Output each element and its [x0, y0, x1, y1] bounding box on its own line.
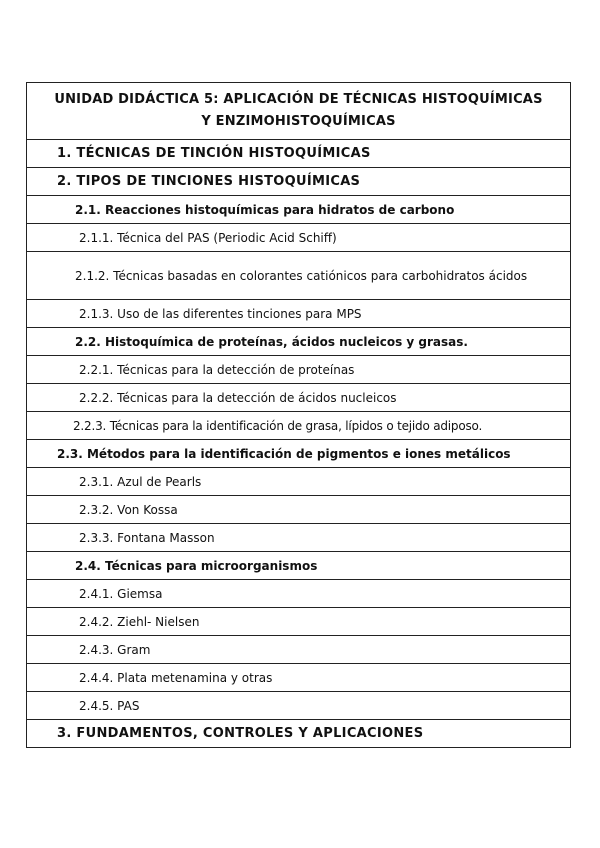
table-row	[27, 252, 571, 300]
section-2-2-2: 2.2.2. Técnicas para la detección de ácidos nucleicos	[27, 384, 571, 412]
section-3: 3. FUNDAMENTOS, CONTROLES Y APLICACIONES	[27, 720, 571, 748]
unit-title-line1: UNIDAD DIDÁCTICA 5: APLICACIÓN DE TÉCNICAS HISTOQUÍMICAS	[54, 92, 543, 107]
section-2-2: 2.2. Histoquímica de proteínas, ácidos nucleicos y grasas.	[27, 328, 571, 356]
section-2-3-3: 2.3.3. Fontana Masson	[27, 524, 571, 552]
section-2-3-1: 2.3.1. Azul de Pearls	[27, 468, 571, 496]
section-2-1-3: 2.1.3. Uso de las diferentes tinciones para MPS	[27, 300, 571, 328]
section-2-4-2: 2.4.2. Ziehl- Nielsen	[27, 608, 571, 636]
table-of-contents	[26, 82, 571, 748]
table-row	[27, 580, 571, 608]
table-row	[27, 140, 571, 168]
table-row	[27, 356, 571, 384]
table-row	[27, 440, 571, 468]
section-2-1-2: 2.1.2. Técnicas basadas en colorantes catiónicos para carbohidratos ácidos	[27, 252, 571, 300]
section-2-2-1: 2.2.1. Técnicas para la detección de proteínas	[27, 356, 571, 384]
unit-title	[27, 83, 571, 140]
table-row	[27, 168, 571, 196]
section-2-2-3: 2.2.3. Técnicas para la identificación de grasa, lípidos o tejido adiposo.	[27, 412, 571, 440]
section-2-1: 2.1. Reacciones histoquímicas para hidratos de carbono	[27, 196, 571, 224]
table-row	[27, 496, 571, 524]
section-2-4-4: 2.4.4. Plata metenamina y otras	[27, 664, 571, 692]
section-2-4: 2.4. Técnicas para microorganismos	[27, 552, 571, 580]
section-1: 1. TÉCNICAS DE TINCIÓN HISTOQUÍMICAS	[27, 140, 571, 168]
table-row	[27, 300, 571, 328]
table-row	[27, 224, 571, 252]
section-2: 2. TIPOS DE TINCIONES HISTOQUÍMICAS	[27, 168, 571, 196]
unit-title-line2: Y ENZIMOHISTOQUÍMICAS	[201, 114, 396, 129]
section-2-1-1: 2.1.1. Técnica del PAS (Periodic Acid Schiff)	[27, 224, 571, 252]
table-row	[27, 608, 571, 636]
table-row	[27, 692, 571, 720]
table-row	[27, 524, 571, 552]
table-row	[27, 664, 571, 692]
table-row	[27, 720, 571, 748]
table-row	[27, 328, 571, 356]
table-row	[27, 384, 571, 412]
table-row	[27, 552, 571, 580]
section-2-4-1: 2.4.1. Giemsa	[27, 580, 571, 608]
table-row	[27, 196, 571, 224]
section-2-3: 2.3. Métodos para la identificación de pigmentos e iones metálicos	[27, 440, 571, 468]
title-row	[27, 83, 571, 140]
table-row	[27, 412, 571, 440]
table-row	[27, 468, 571, 496]
section-2-4-3: 2.4.3. Gram	[27, 636, 571, 664]
table-row	[27, 636, 571, 664]
section-2-4-5: 2.4.5. PAS	[27, 692, 571, 720]
section-2-3-2: 2.3.2. Von Kossa	[27, 496, 571, 524]
